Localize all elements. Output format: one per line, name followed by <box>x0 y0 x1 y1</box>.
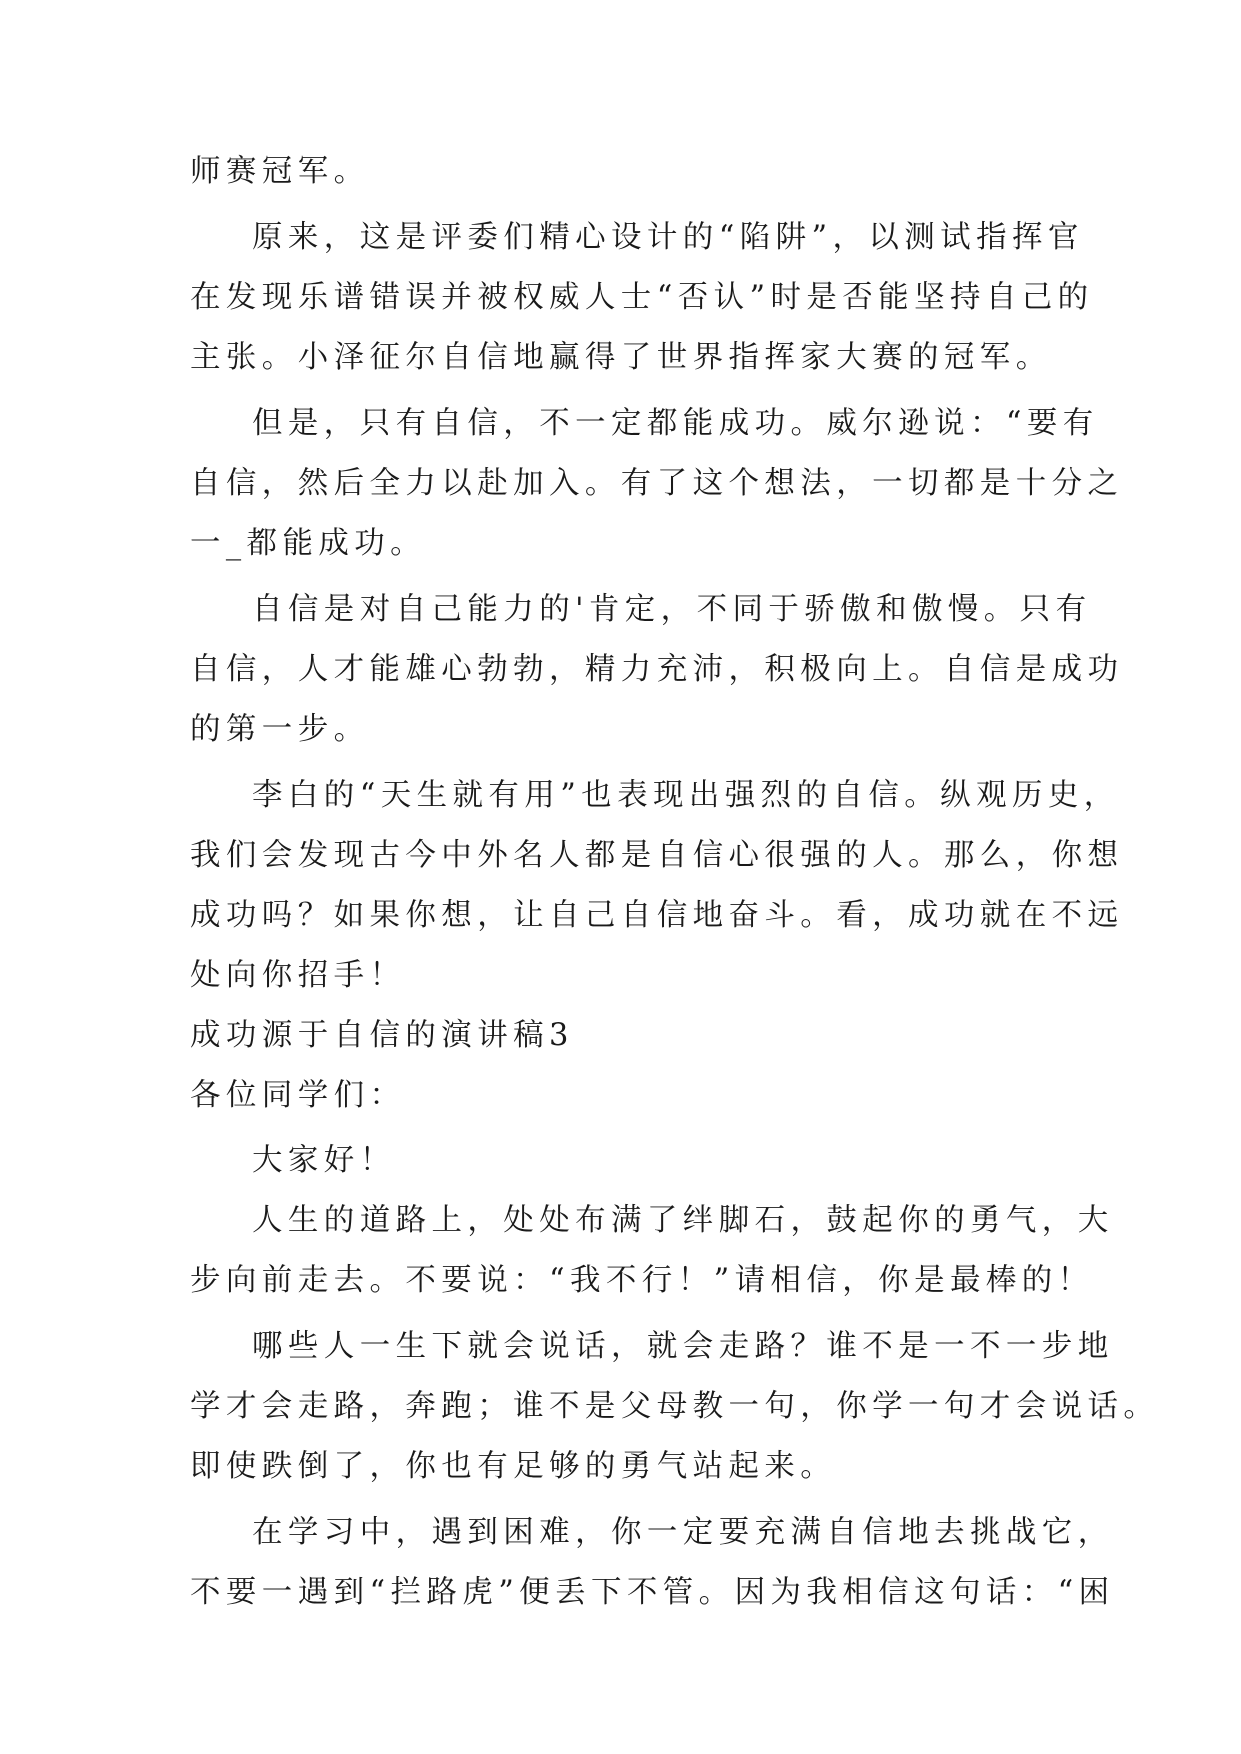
paragraph-first-line: 李白的“天生就有用”也表现出强烈的自信。纵观历史， <box>252 778 1120 813</box>
text-line: 步向前走去。不要说：“我不行！”请相信，你是最棒的！ <box>190 1263 1094 1298</box>
greeting: 大家好！ <box>252 1143 396 1178</box>
salutation: 各位同学们： <box>190 1078 406 1113</box>
text-line: 处向你招手！ <box>190 958 406 993</box>
paragraph-first-line: 自信是对自己能力的'肯定，不同于骄傲和傲慢。只有 <box>252 592 1092 627</box>
text-line: 一_都能成功。 <box>190 526 427 561</box>
paragraph-first-line: 哪些人一生下就会说话，就会走路？谁不是一不一步地 <box>252 1329 1114 1364</box>
text-line: 自信，人才能雄心勃勃，精力充沛，积极向上。自信是成功 <box>190 652 1124 687</box>
text-line: 在发现乐谱错误并被权威人士“否认”时是否能坚持自己的 <box>190 280 1094 315</box>
paragraph-first-line: 但是，只有自信，不一定都能成功。威尔逊说：“要有 <box>252 406 1099 441</box>
text-line: 师赛冠军。 <box>190 154 370 189</box>
text-line: 学才会走路，奔跑；谁不是父母教一句，你学一句才会说话。 <box>190 1389 1160 1424</box>
text-line: 的第一步。 <box>190 712 370 747</box>
text-line: 成功吗？如果你想，让自己自信地奋斗。看，成功就在不远 <box>190 898 1124 933</box>
text-line: 我们会发现古今中外名人都是自信心很强的人。那么，你想 <box>190 838 1124 873</box>
paragraph-first-line: 人生的道路上，处处布满了绊脚石，鼓起你的勇气，大 <box>252 1203 1114 1238</box>
section-title: 成功源于自信的演讲稿3 <box>190 1018 574 1053</box>
text-line: 不要一遇到“拦路虎”便丢下不管。因为我相信这句话：“困 <box>190 1575 1115 1610</box>
text-line: 主张。小泽征尔自信地赢得了世界指挥家大赛的冠军。 <box>190 340 1052 375</box>
text-line: 自信，然后全力以赴加入。有了这个想法，一切都是十分之 <box>190 466 1124 501</box>
paragraph-first-line: 原来，这是评委们精心设计的“陷阱”，以测试指挥官 <box>252 220 1084 255</box>
paragraph-first-line: 在学习中，遇到困难，你一定要充满自信地去挑战它， <box>252 1515 1114 1550</box>
text-line: 即使跌倒了，你也有足够的勇气站起来。 <box>190 1449 837 1484</box>
